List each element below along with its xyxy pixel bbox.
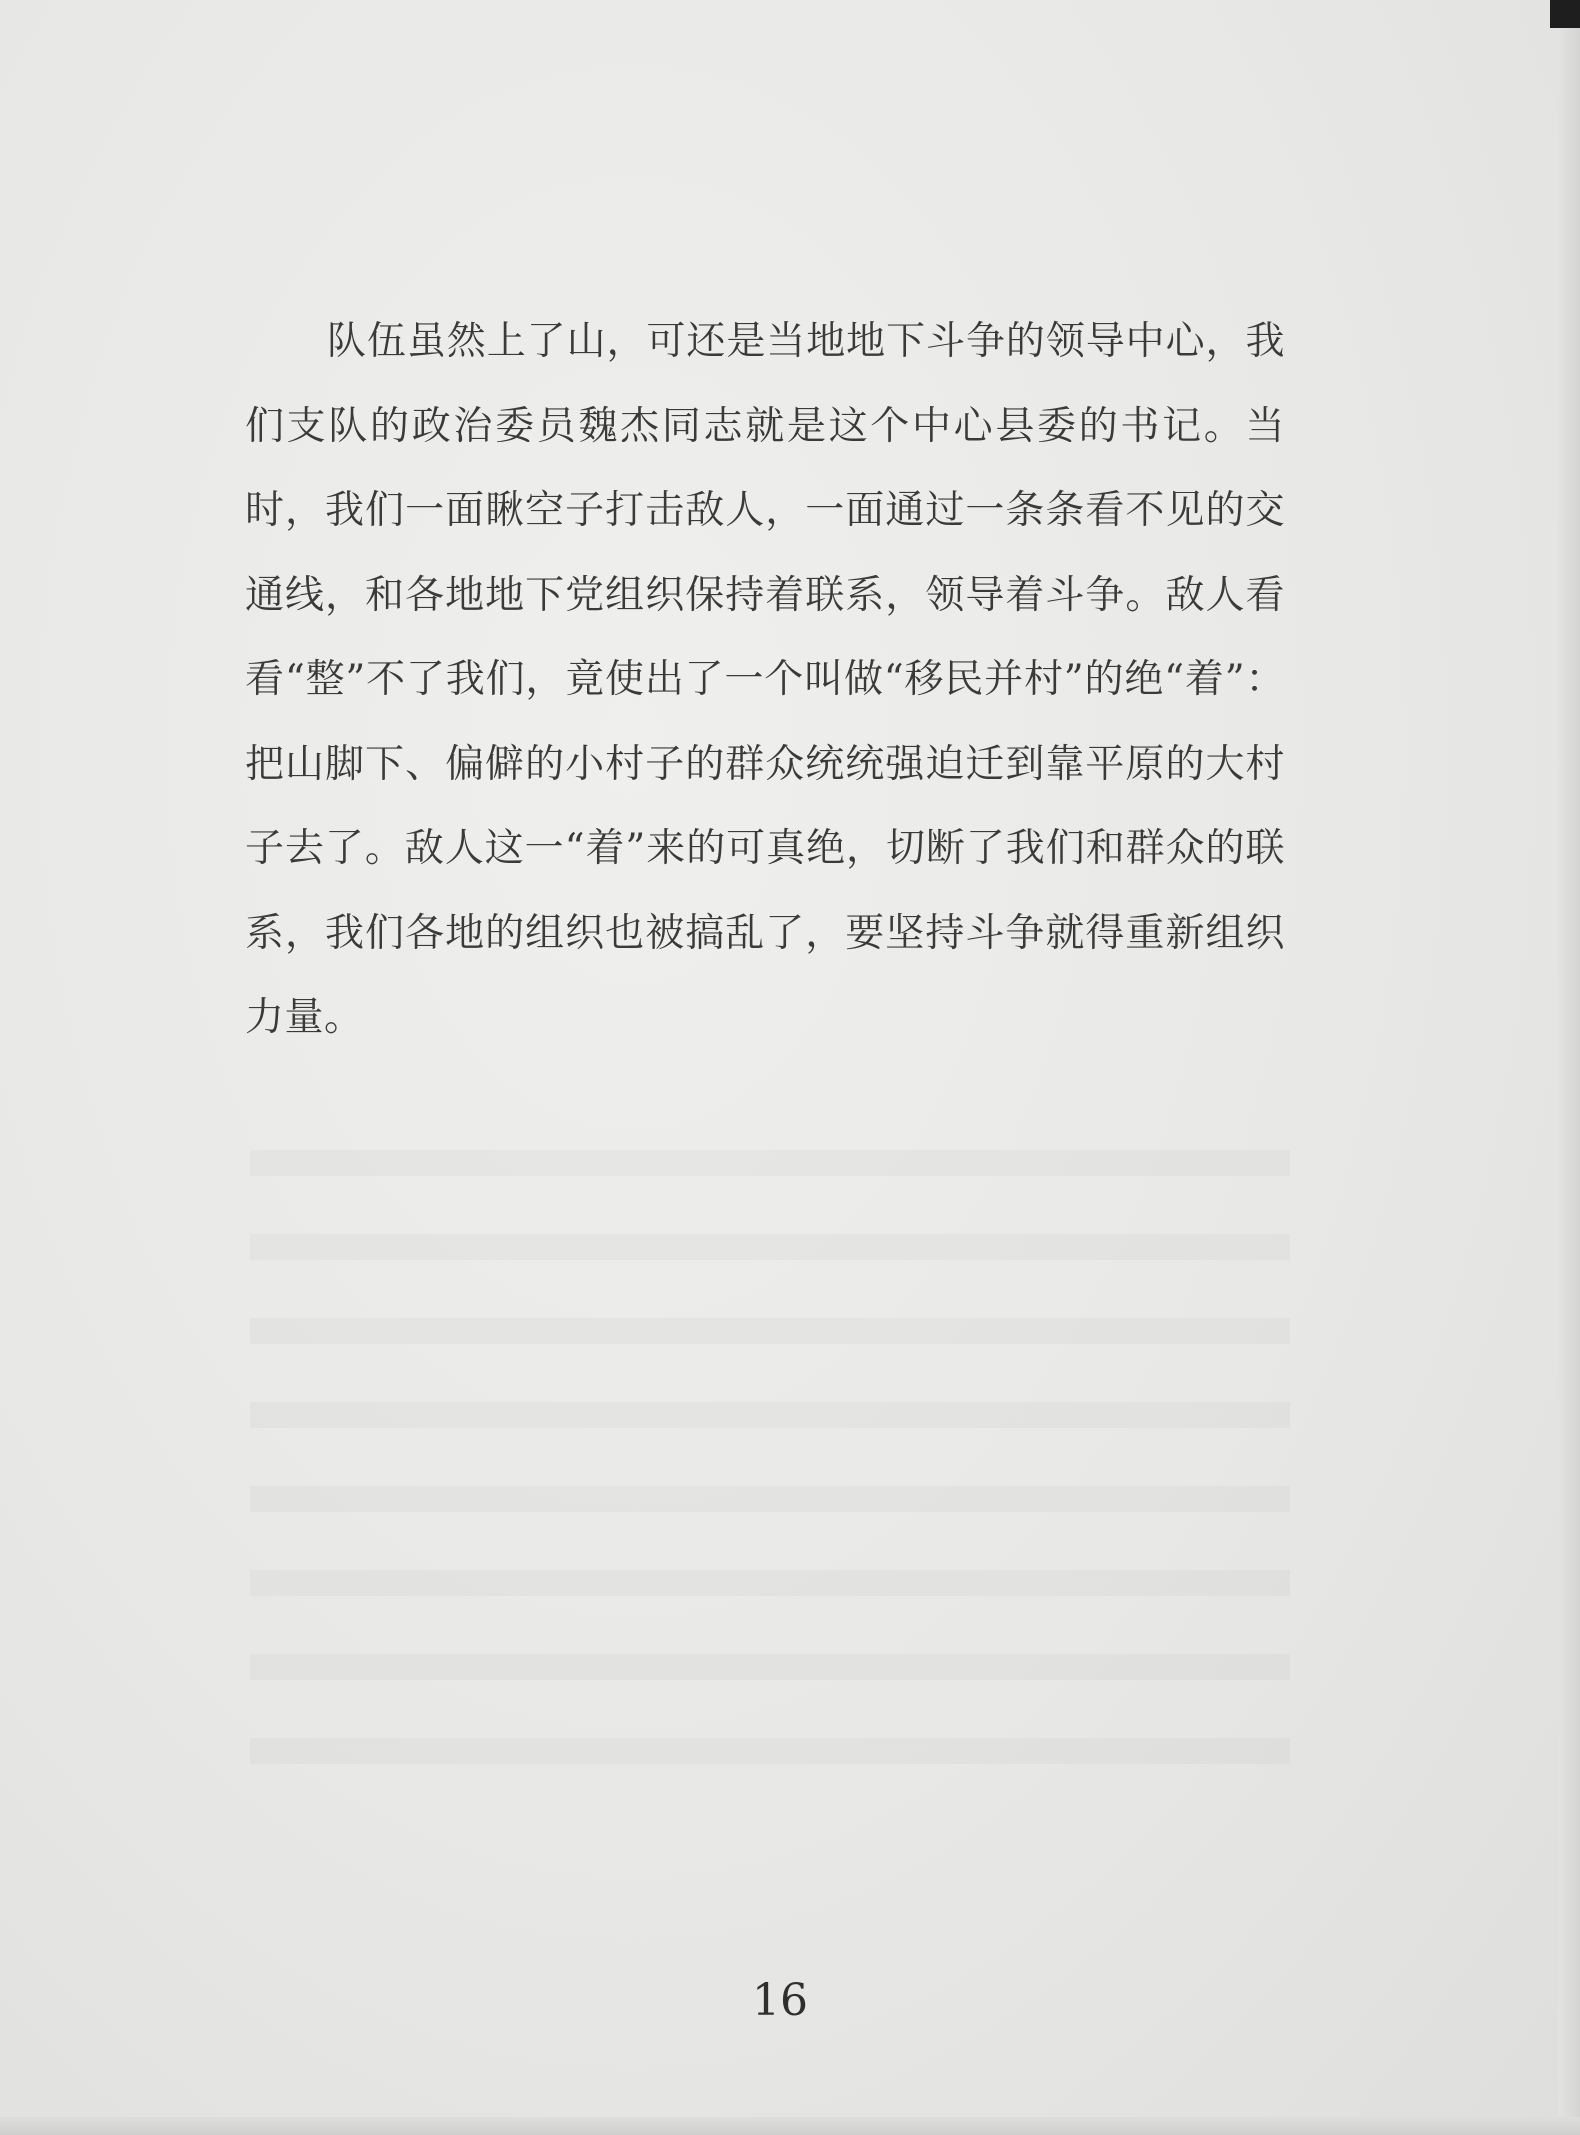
bleed-through-texture [250,1120,1290,1780]
paragraph: 队伍虽然上了山，可还是当地地下斗争的领导中心，我们支队的政治委员魏杰同志就是这个中心县委的书记。当时，我们一面瞅空子打击敌人，一面通过一条条看不见的交通线，和各地地下党组织保持着联系，领导着斗争。敌人看看“整”不了我们，竟使出了一个叫做“移民并村”的绝“着”：把山脚下、偏僻的小村子的群众统统强迫迁到靠平原的大村子去了。敌人这一“着”来的可真绝，切断了我们和群众的联系，我们各地的组织也被搞乱了，要坚持斗争就得重新组织力量。 [245,319,1285,1040]
page-bottom-edge [0,2117,1580,2135]
body-text [245,300,1285,1061]
page-right-edge [1558,0,1580,2135]
page-number: 16 [752,1975,808,2026]
scan-corner-mark [1550,0,1580,28]
